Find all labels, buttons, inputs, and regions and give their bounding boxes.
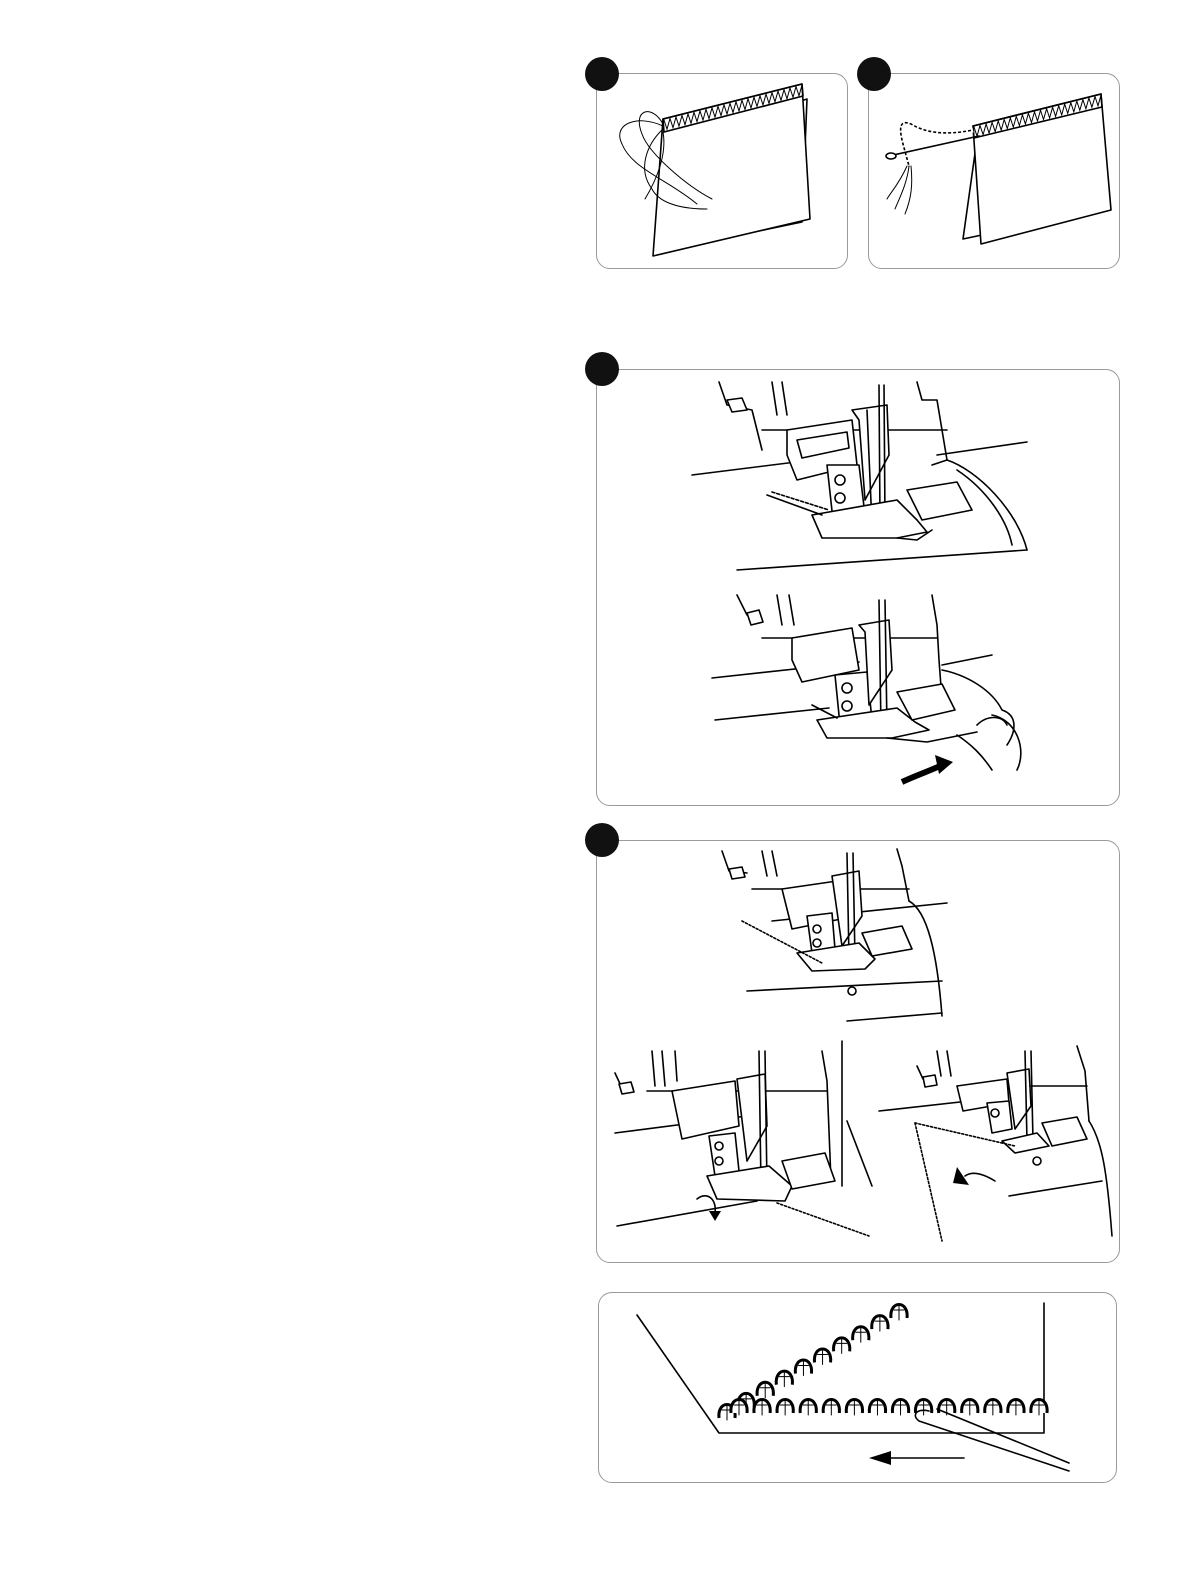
serger-machine-corner-left-view	[615, 1041, 872, 1236]
illustration-panel-1	[596, 73, 848, 269]
seam-closeup-illustration	[599, 1293, 1117, 1483]
illustration-panel-2	[868, 73, 1120, 269]
horizontal-stitch-chain	[731, 1399, 1047, 1415]
step-badge-3	[585, 352, 619, 386]
illustration-panel-3	[596, 369, 1120, 806]
fabric-loose-threads-illustration	[597, 74, 848, 269]
step-badge-1	[585, 57, 619, 91]
serger-machine-stitching-view	[722, 849, 947, 1021]
step-badge-2	[857, 57, 891, 91]
fabric-thread-chain-illustration	[869, 74, 1120, 269]
serger-foot-sequence-illustration	[597, 370, 1120, 806]
illustration-panel-4	[596, 840, 1120, 1263]
serger-machine-corner-right-view	[879, 1046, 1112, 1241]
serger-machine-top-view	[692, 382, 1027, 570]
step-badge-4	[585, 823, 619, 857]
serger-corner-sequence-illustration	[597, 841, 1120, 1263]
illustration-panel-5	[598, 1292, 1117, 1483]
serger-machine-feeding-view	[712, 595, 1021, 782]
